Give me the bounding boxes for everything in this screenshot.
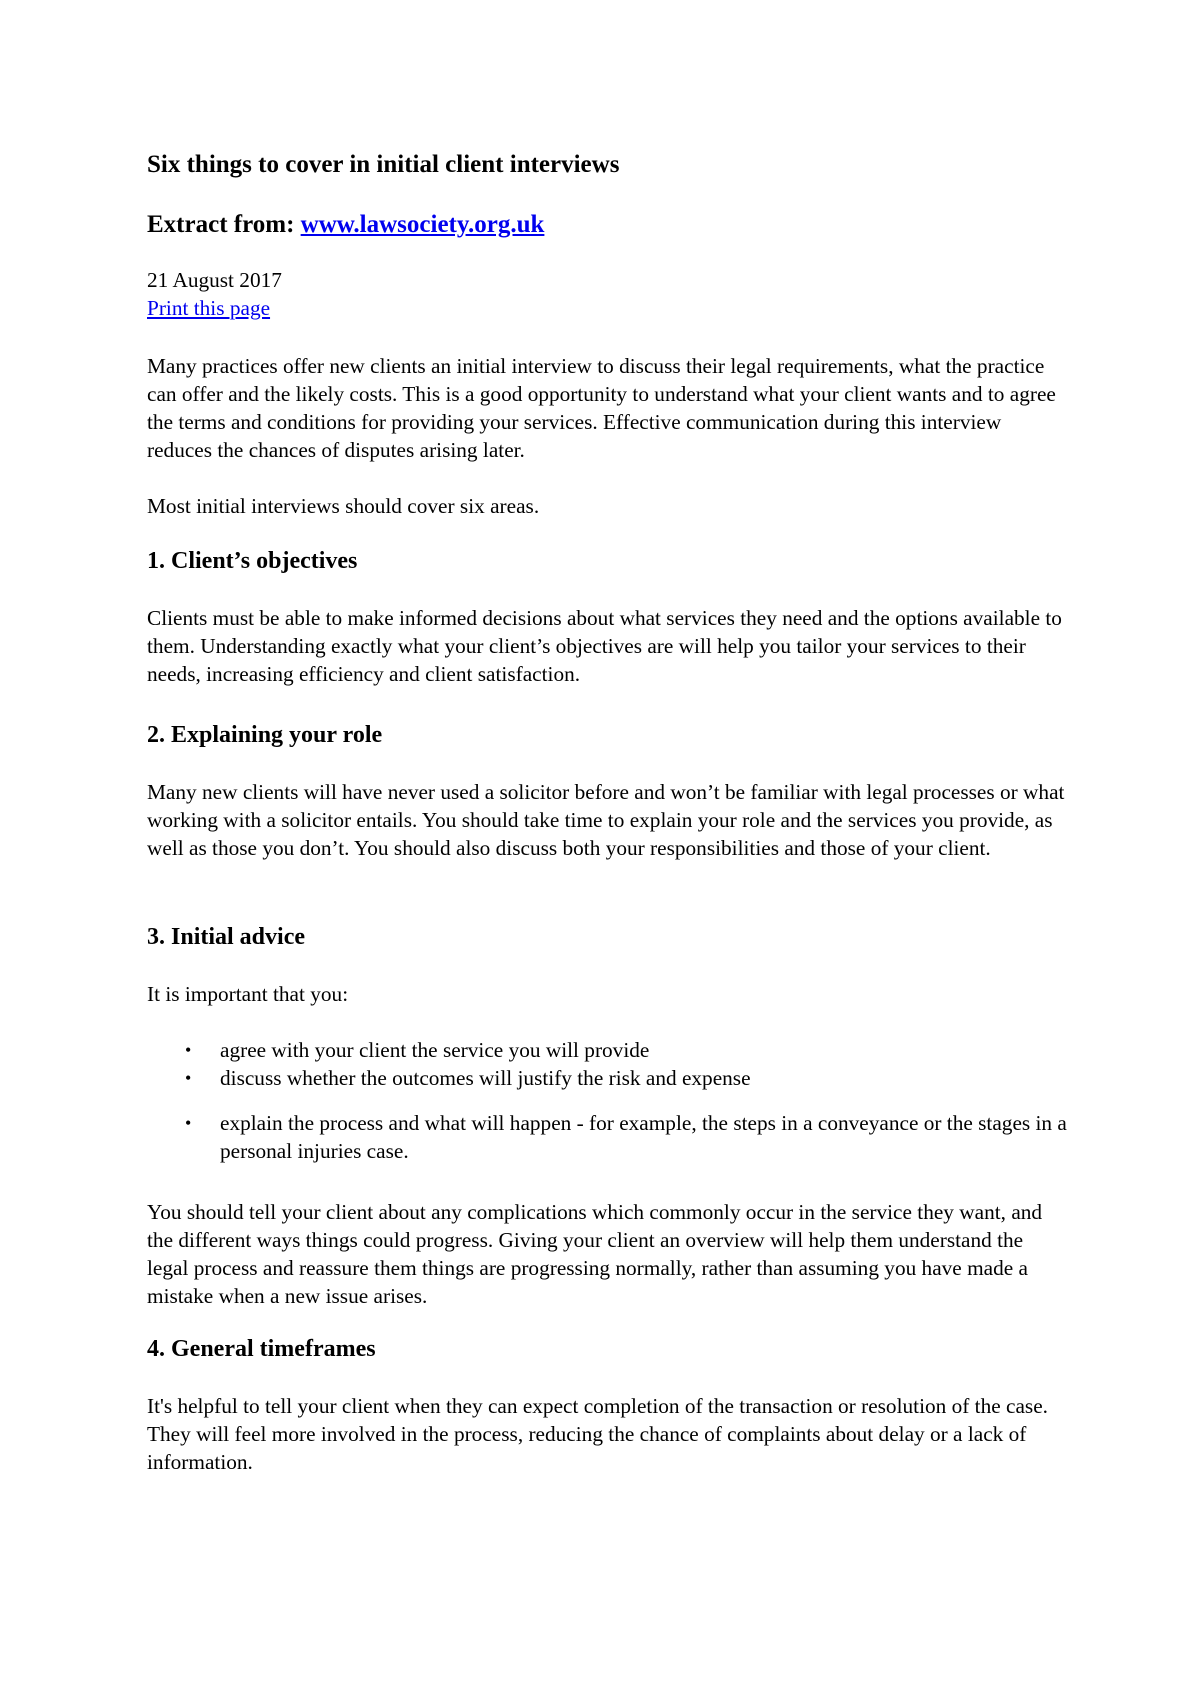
- publish-date: 21 August 2017: [147, 268, 282, 292]
- section-paragraph: Clients must be able to make informed decisions about what services they need and the options available to them. Understanding exactly what your client’s objectives are will help you tailor your services to their needs, increasing efficiency and client satisfaction.: [147, 606, 1062, 686]
- section-heading-initial-advice: 3. Initial advice: [147, 924, 306, 950]
- document-title: Six things to cover in initial client interviews: [147, 151, 620, 178]
- advice-bullet-list: [147, 1036, 1067, 1165]
- list-item: [147, 1064, 1067, 1092]
- list-item-text: agree with your client the service you will provide: [220, 1038, 650, 1062]
- intro-summary: Most initial interviews should cover six areas.: [147, 494, 540, 518]
- section-role-body: [147, 778, 1067, 862]
- list-item: [147, 1109, 1067, 1165]
- section-advice-lead-block: [147, 980, 1067, 1008]
- intro-paragraph-block: [147, 352, 1067, 464]
- lawsociety-link[interactable]: www.lawsociety.org.uk: [300, 211, 545, 238]
- list-item: [147, 1036, 1067, 1064]
- bullet-marker: •: [185, 1113, 192, 1133]
- intro2-paragraph-block: [147, 492, 1067, 520]
- print-page-link[interactable]: Print this page: [147, 296, 271, 320]
- list-item-text: discuss whether the outcomes will justify the risk and expense: [220, 1066, 751, 1090]
- intro-paragraph: Many practices offer new clients an initial interview to discuss their legal requirements, what the practice can offer and the likely costs. This is a good opportunity to understand what your client wants and to agree the terms and conditions for providing your services. Effective communication during this interview reduces the chances of disputes arising later.: [147, 354, 1056, 462]
- section-advice-body: [147, 1198, 1067, 1310]
- section-objectives-body: [147, 604, 1067, 688]
- section-heading-objectives: 1. Client’s objectives: [147, 548, 358, 574]
- extract-line: [147, 210, 544, 240]
- list-item-text: explain the process and what will happen - for example, the steps in a conveyance or the stages in a personal injuries case.: [220, 1111, 1067, 1163]
- section-lead: It is important that you:: [147, 982, 349, 1006]
- section-timeframes-body: [147, 1392, 1067, 1476]
- extract-label: Extract from:: [147, 211, 295, 238]
- section-paragraph: You should tell your client about any complications which commonly occur in the service they want, and the different ways things could progress. Giving your client an overview will help them understand the legal process and reassure them things are progressing normally, rather than assuming you have made a mistake when a new issue arises.: [147, 1200, 1043, 1308]
- bullet-marker: •: [185, 1068, 192, 1088]
- section-paragraph: Many new clients will have never used a solicitor before and won’t be familiar with legal processes or what working with a solicitor entails. You should take time to explain your role and the services you provide, as well as those you don’t. You should also discuss both your responsibilities and those of your client.: [147, 780, 1065, 860]
- date-block: [147, 266, 1067, 322]
- section-heading-timeframes: 4. General timeframes: [147, 1336, 376, 1362]
- section-heading-role: 2. Explaining your role: [147, 722, 383, 748]
- bullet-marker: •: [185, 1040, 192, 1060]
- section-paragraph: It's helpful to tell your client when they can expect completion of the transaction or resolution of the case. They will feel more involved in the process, reducing the chance of complaints about delay or a lack of information.: [147, 1394, 1048, 1474]
